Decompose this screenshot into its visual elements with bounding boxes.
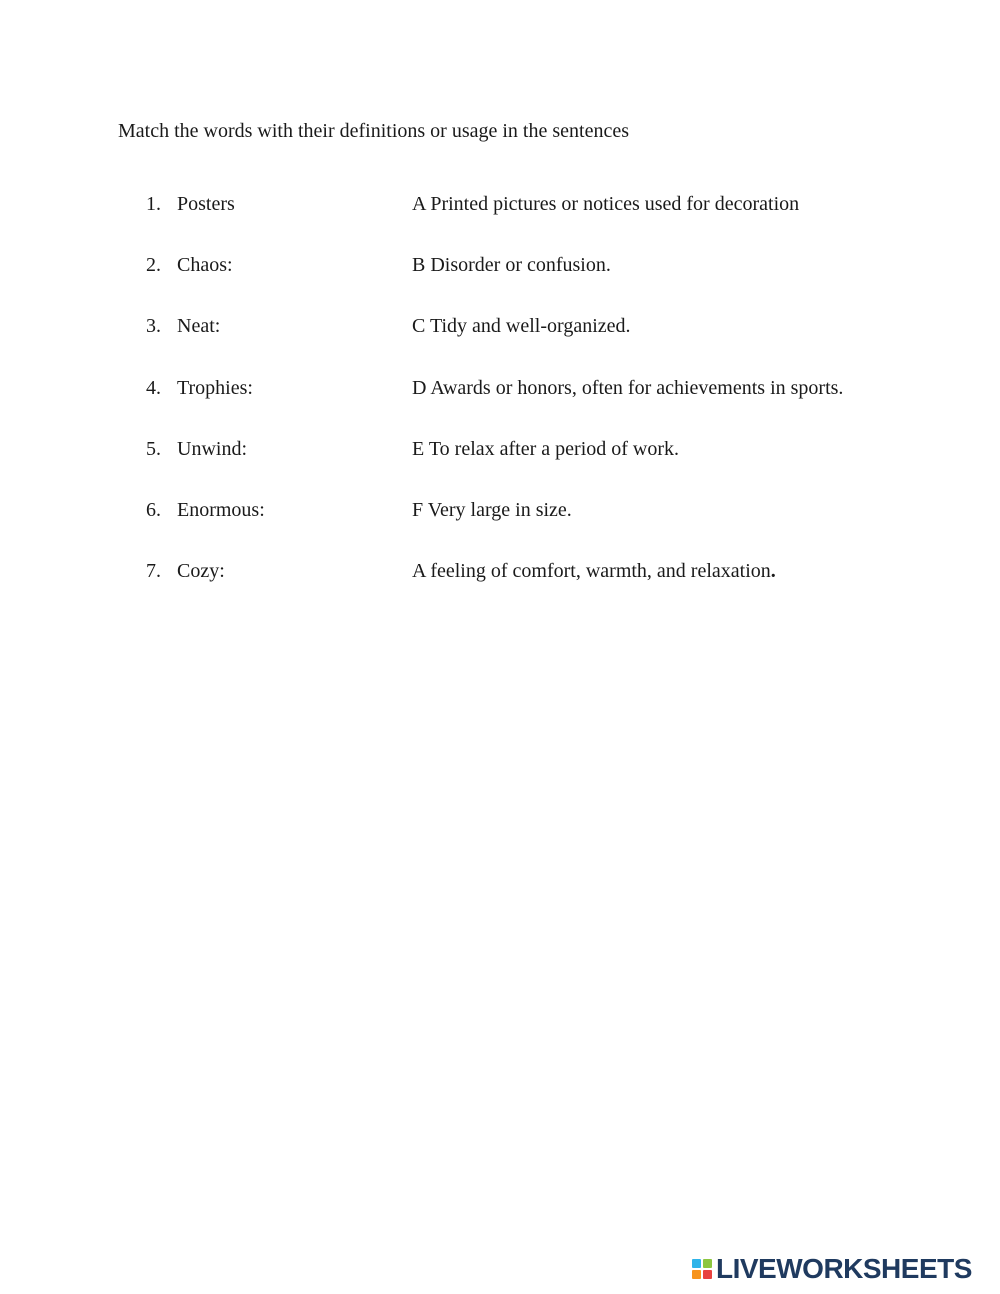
item-word: Unwind:	[177, 437, 247, 460]
logo-text: LIVEWORKSHEETS	[716, 1253, 972, 1284]
item-definition: D Awards or honors, often for achievements in sports.	[412, 376, 844, 399]
logo-tile	[703, 1270, 712, 1279]
item-definition: A Printed pictures or notices used for decoration	[412, 193, 800, 215]
item-definition: E To relax after a period of work.	[412, 437, 680, 460]
list-item	[0, 375, 1000, 436]
list-item	[0, 191, 1000, 252]
item-word: Cozy:	[177, 560, 225, 583]
logo-tile	[692, 1259, 701, 1268]
matching-list	[0, 191, 1000, 619]
list-item	[0, 497, 1000, 558]
item-definition: A feeling of comfort, warmth, and relaxation.	[412, 560, 776, 583]
item-number: 1.	[146, 193, 161, 215]
item-number: 2.	[146, 254, 161, 277]
item-word: Posters	[177, 193, 235, 215]
item-definition: F Very large in size.	[412, 498, 572, 521]
liveworksheets-logo-icon	[692, 1259, 712, 1279]
item-definition: C Tidy and well-organized.	[412, 315, 631, 338]
item-definition: B Disorder or confusion.	[412, 254, 611, 277]
item-number: 7.	[146, 560, 161, 583]
item-number: 6.	[146, 498, 161, 521]
list-item	[0, 436, 1000, 497]
liveworksheets-logo	[692, 1253, 972, 1285]
item-number: 5.	[146, 437, 161, 460]
logo-tile	[692, 1270, 701, 1279]
list-item	[0, 558, 1000, 619]
item-word: Enormous:	[177, 498, 265, 521]
list-item	[0, 313, 1000, 374]
item-word: Chaos:	[177, 254, 233, 277]
instruction-text: Match the words with their definitions or usage in the sentences	[118, 120, 629, 142]
item-word: Trophies:	[177, 376, 253, 399]
item-word: Neat:	[177, 315, 221, 338]
item-number: 4.	[146, 376, 161, 399]
logo-tile	[703, 1259, 712, 1268]
item-number: 3.	[146, 315, 161, 338]
list-item	[0, 252, 1000, 313]
